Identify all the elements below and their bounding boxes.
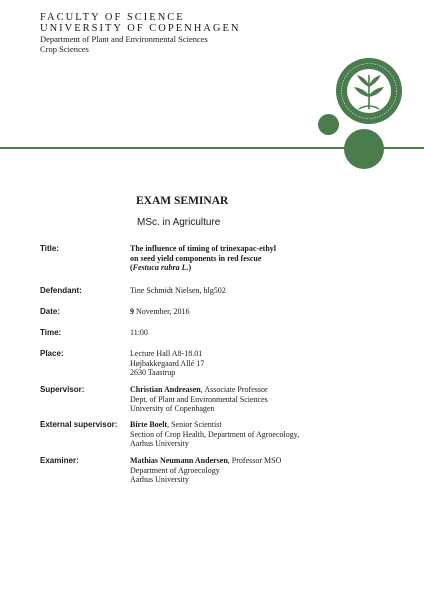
field-label-external-supervisor: External supervisor: bbox=[40, 420, 118, 429]
field-value-external-supervisor bbox=[130, 420, 299, 449]
field-label-time: Time: bbox=[40, 328, 62, 337]
defendant-name: Tine Schmidt Nielsen, hlg502 bbox=[130, 286, 226, 295]
thesis-title-line bbox=[130, 263, 276, 273]
external-supervisor-role: , Senior Scientist bbox=[167, 420, 222, 429]
supervisor-line bbox=[130, 385, 268, 395]
date-day: 9 bbox=[130, 307, 134, 316]
field-value-supervisor bbox=[130, 385, 268, 414]
field-value-defendant bbox=[130, 286, 226, 296]
examiner-role: , Professor MSO bbox=[227, 456, 282, 465]
examiner-line: Department of Agroecology bbox=[130, 465, 220, 475]
date-value bbox=[130, 307, 189, 317]
field-label-supervisor: Supervisor: bbox=[40, 385, 85, 394]
decorative-dot-large bbox=[344, 129, 384, 169]
examiner-line: Aarhus University bbox=[130, 475, 189, 484]
examiner-line bbox=[130, 456, 281, 466]
place-line: 2630 Taastrup bbox=[130, 368, 176, 377]
external-supervisor-line: Section of Crop Health, Department of Agroecology, bbox=[130, 429, 300, 439]
supervisor-name: Christian Andreasen bbox=[130, 385, 201, 394]
date-rest: November, 2016 bbox=[134, 307, 190, 316]
thesis-title-line: on seed yield components in red fescue bbox=[130, 253, 262, 263]
paren-open: ( bbox=[130, 263, 133, 272]
university-name: UNIVERSITY OF COPENHAGEN bbox=[40, 23, 241, 34]
supervisor-role: , Associate Professor bbox=[200, 385, 268, 394]
thesis-title-line: The influence of timing of trinexapac-ethyl bbox=[130, 244, 276, 253]
section-name: Crop Sciences bbox=[40, 44, 89, 54]
supervisor-line: Dept. of Plant and Environmental Sciences bbox=[130, 394, 268, 404]
external-supervisor-name: Birte Boelt bbox=[130, 420, 168, 429]
field-value-examiner bbox=[130, 456, 281, 485]
field-value-date bbox=[130, 307, 189, 317]
field-label-examiner: Examiner: bbox=[40, 456, 79, 465]
faculty-name: FACULTY OF SCIENCE bbox=[40, 12, 185, 23]
external-supervisor-line bbox=[130, 420, 299, 430]
species-name: Festuca rubra L. bbox=[132, 263, 189, 272]
field-label-date: Date: bbox=[40, 307, 61, 316]
time-value: 11:00 bbox=[130, 328, 148, 337]
field-label-defendant: Defendant: bbox=[40, 286, 82, 295]
field-label-place: Place: bbox=[40, 349, 64, 358]
field-value-title bbox=[130, 244, 276, 273]
university-seal-icon bbox=[335, 57, 403, 125]
paren-close: ) bbox=[188, 263, 192, 272]
place-line: Højbakkegaard Allé 17 bbox=[130, 358, 205, 368]
place-line: Lecture Hall A8-18.01 bbox=[130, 349, 203, 358]
page-subtitle: MSc. in Agriculture bbox=[137, 217, 221, 228]
field-value-place bbox=[130, 349, 204, 378]
header-block bbox=[40, 12, 240, 54]
examiner-name: Mathias Neumann Andersen bbox=[130, 456, 228, 465]
external-supervisor-line: Aarhus University bbox=[130, 439, 189, 448]
page-title: EXAM SEMINAR bbox=[136, 195, 229, 207]
supervisor-line: University of Copenhagen bbox=[130, 404, 215, 413]
field-value-time bbox=[130, 328, 148, 338]
decorative-dot-small bbox=[318, 114, 339, 135]
field-label-title: Title: bbox=[40, 244, 59, 253]
department-name: Department of Plant and Environmental Sciences bbox=[40, 34, 208, 44]
